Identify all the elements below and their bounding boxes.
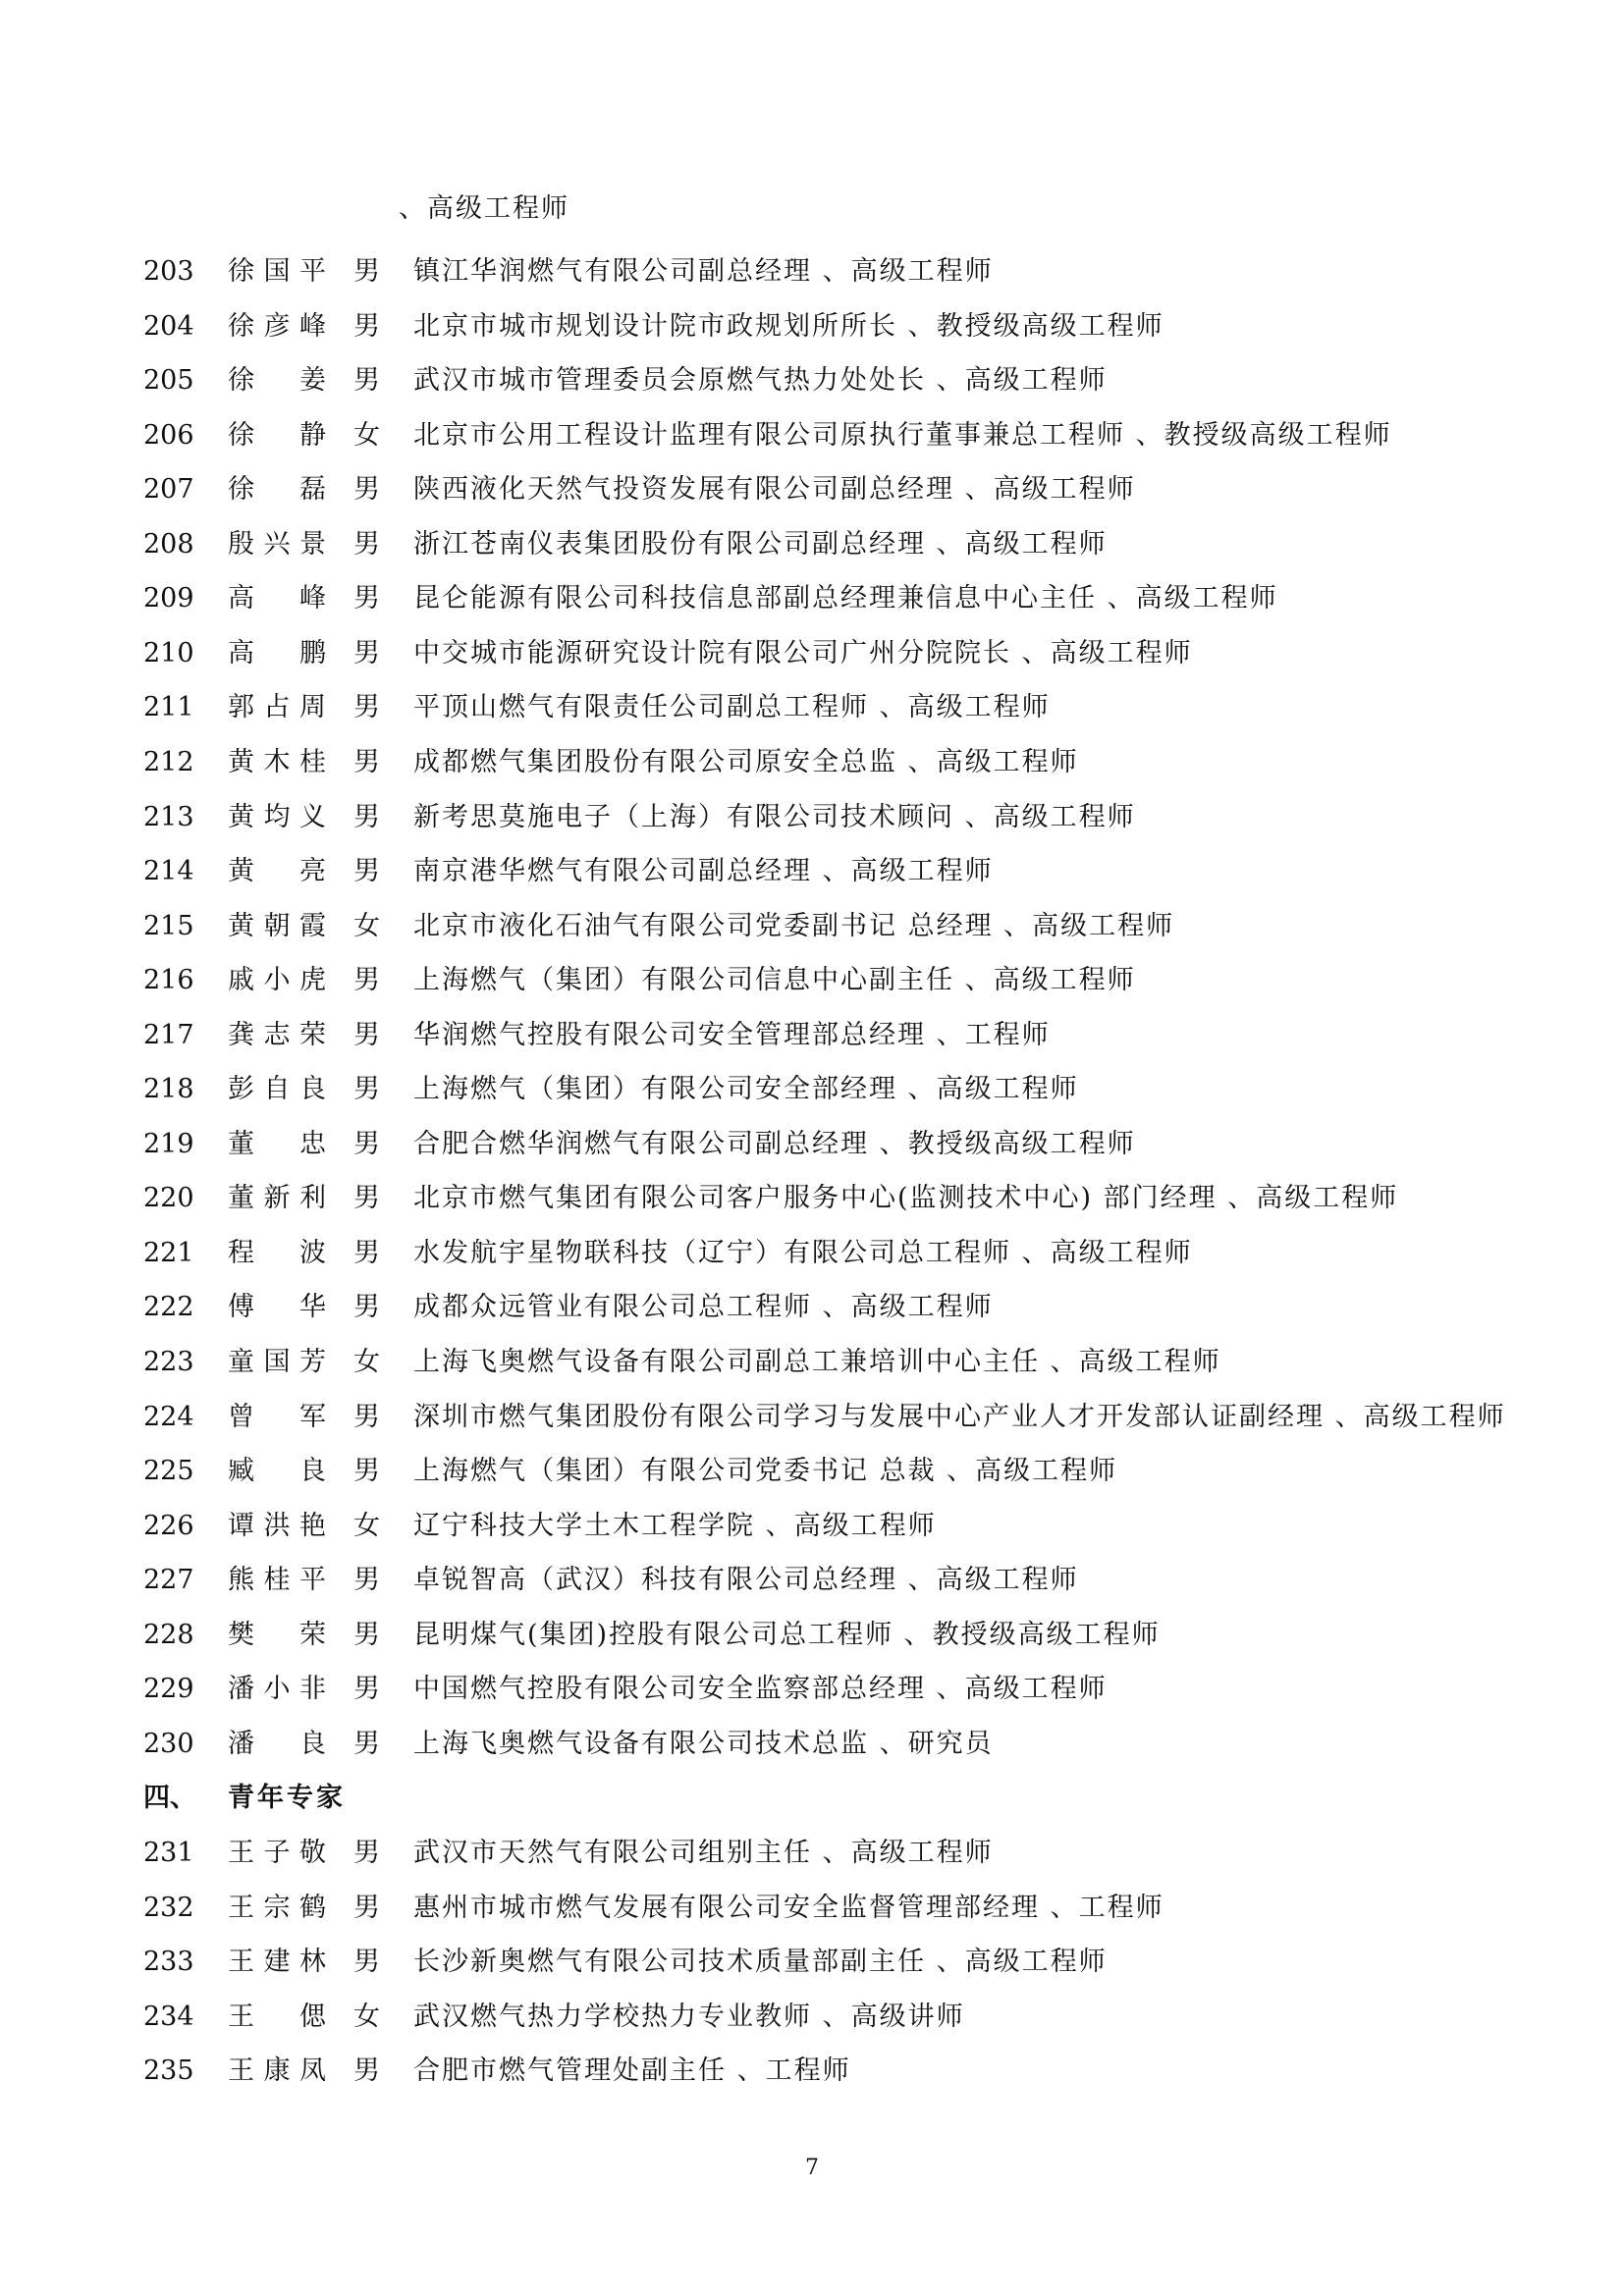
name-char: 程 (228, 1237, 254, 1268)
entry-gender: 男 (353, 583, 380, 614)
entry-gender: 男 (353, 1892, 380, 1923)
name-char: 自 (263, 1074, 291, 1105)
entry-name (228, 579, 326, 618)
entry-name (228, 1452, 326, 1491)
entry-number: 227 (143, 1565, 194, 1596)
entry-gender: 男 (353, 746, 380, 777)
name-char: 景 (299, 528, 326, 560)
name-char: 义 (299, 801, 326, 832)
name-char: 黄 (228, 910, 254, 941)
name-char: 姜 (299, 365, 326, 397)
entry-number: 217 (143, 1019, 194, 1050)
name-char: 非 (299, 1674, 326, 1705)
entry-description: 武汉市天然气有限公司组别主任 、高级工程师 (413, 1837, 994, 1868)
entry-description: 辽宁科技大学土木工程学院 、高级工程师 (413, 1510, 937, 1541)
name-char: 利 (299, 1183, 326, 1214)
name-char: 潘 (228, 1674, 254, 1705)
entry-name (228, 1725, 326, 1764)
entry-name (228, 416, 326, 455)
entry-gender: 女 (353, 910, 380, 941)
entry-gender: 男 (353, 1128, 380, 1159)
entry-number: 235 (143, 2056, 194, 2087)
name-char: 敬 (299, 1837, 326, 1868)
name-char: 国 (263, 1347, 291, 1377)
entry-gender: 男 (353, 1401, 380, 1432)
name-char: 良 (299, 1456, 326, 1487)
entry-gender: 男 (353, 256, 380, 287)
entry-description: 新考思莫施电子（上海）有限公司技术顾问 、高级工程师 (413, 801, 1136, 832)
name-char: 艳 (299, 1510, 326, 1541)
entry-name (228, 1889, 326, 1928)
name-char: 鹏 (299, 637, 326, 668)
name-char: 朝 (263, 910, 291, 941)
entry-description: 浙江苍南仪表集团股份有限公司副总经理 、高级工程师 (413, 528, 1108, 560)
entry-number: 206 (143, 419, 194, 451)
name-char: 宗 (263, 1892, 291, 1923)
name-char: 童 (228, 1347, 254, 1377)
entry-number: 215 (143, 910, 194, 941)
entry-description: 南京港华燃气有限公司副总经理 、高级工程师 (413, 856, 994, 887)
entry-name (228, 1016, 326, 1055)
name-char: 霞 (299, 910, 326, 941)
entry-name (228, 525, 326, 564)
name-char: 偲 (299, 2001, 326, 2032)
entry-name (228, 907, 326, 946)
name-char: 樊 (228, 1619, 254, 1650)
entry-gender: 女 (353, 1510, 380, 1541)
name-char: 亮 (299, 856, 326, 887)
name-char: 徐 (228, 474, 254, 506)
name-char: 木 (263, 746, 291, 777)
entry-number: 218 (143, 1074, 194, 1105)
entry-description: 北京市液化石油气有限公司党委副书记 总经理 、高级工程师 (413, 910, 1175, 941)
entry-gender: 女 (353, 419, 380, 451)
name-char: 良 (299, 1074, 326, 1105)
entry-number: 219 (143, 1128, 194, 1159)
name-char: 龚 (228, 1019, 254, 1050)
name-char: 新 (263, 1183, 291, 1214)
entry-gender: 男 (353, 310, 380, 342)
name-char: 静 (299, 419, 326, 451)
entry-description: 合肥合燃华润燃气有限公司副总经理 、教授级高级工程师 (413, 1128, 1136, 1159)
name-char: 戚 (228, 965, 254, 996)
entry-number: 225 (143, 1456, 194, 1487)
entry-number: 226 (143, 1510, 194, 1541)
name-char: 黄 (228, 856, 254, 887)
entry-description: 成都众远管业有限公司总工程师 、高级工程师 (413, 1292, 994, 1323)
name-char: 徐 (228, 365, 254, 397)
name-char: 臧 (228, 1456, 254, 1487)
name-char: 曾 (228, 1401, 254, 1432)
name-char: 谭 (228, 1510, 254, 1541)
name-char: 子 (263, 1837, 291, 1868)
name-char: 占 (263, 692, 291, 723)
entry-number: 233 (143, 1947, 194, 1978)
section-number: 四、 (143, 1783, 196, 1814)
name-char: 徐 (228, 419, 254, 451)
name-char: 傅 (228, 1292, 254, 1323)
name-char: 王 (228, 2056, 254, 2087)
name-char: 高 (228, 583, 254, 614)
entry-description: 北京市城市规划设计院市政规划所所长 、教授级高级工程师 (413, 310, 1164, 342)
entry-number: 207 (143, 474, 194, 506)
entry-gender: 男 (353, 856, 380, 887)
entry-gender: 男 (353, 692, 380, 723)
entry-gender: 男 (353, 1728, 380, 1759)
name-char: 平 (299, 1565, 326, 1596)
entry-gender: 男 (353, 2056, 380, 2087)
entry-description: 陕西液化天然气投资发展有限公司副总经理 、高级工程师 (413, 474, 1136, 506)
entry-number: 205 (143, 365, 194, 397)
name-char: 郭 (228, 692, 254, 723)
entry-description: 昆明煤气(集团)控股有限公司总工程师 、教授级高级工程师 (413, 1619, 1161, 1650)
entry-number: 228 (143, 1619, 194, 1650)
entry-number: 230 (143, 1728, 194, 1759)
name-char: 鹤 (299, 1892, 326, 1923)
entry-description: 深圳市燃气集团股份有限公司学习与发展中心产业人才开发部认证副经理 、高级工程师 (413, 1401, 1506, 1432)
entry-name (228, 743, 326, 782)
name-char: 国 (263, 256, 291, 287)
entry-name (228, 688, 326, 727)
entry-description: 成都燃气集团股份有限公司原安全总监 、高级工程师 (413, 746, 1079, 777)
name-char: 峰 (299, 310, 326, 342)
entry-number: 208 (143, 528, 194, 560)
entry-name (228, 961, 326, 1000)
entry-name (228, 1670, 326, 1709)
name-char: 荣 (299, 1619, 326, 1650)
name-char: 熊 (228, 1565, 254, 1596)
name-char: 峰 (299, 583, 326, 614)
entry-number: 209 (143, 583, 194, 614)
name-char: 良 (299, 1728, 326, 1759)
name-char: 忠 (299, 1128, 326, 1159)
entry-gender: 男 (353, 1565, 380, 1596)
entry-description: 华润燃气控股有限公司安全管理部总经理 、工程师 (413, 1019, 1051, 1050)
name-char: 磊 (299, 474, 326, 506)
name-char: 王 (228, 2001, 254, 2032)
name-char: 凤 (299, 2056, 326, 2087)
entry-number: 222 (143, 1292, 194, 1323)
entry-name (228, 1179, 326, 1218)
name-char: 桂 (263, 1565, 291, 1596)
entry-description: 武汉燃气热力学校热力专业教师 、高级讲师 (413, 2001, 965, 2032)
entry-name (228, 1234, 326, 1273)
entry-number: 231 (143, 1837, 194, 1868)
name-char: 建 (263, 1947, 291, 1978)
entry-gender: 男 (353, 801, 380, 832)
entry-number: 224 (143, 1401, 194, 1432)
entry-name (228, 1616, 326, 1655)
entry-description: 合肥市燃气管理处副主任 、工程师 (413, 2056, 851, 2087)
entry-gender: 男 (353, 1674, 380, 1705)
entry-gender: 男 (353, 365, 380, 397)
entry-description: 上海燃气（集团）有限公司安全部经理 、高级工程师 (413, 1074, 1079, 1105)
entry-gender: 男 (353, 1292, 380, 1323)
entry-number: 221 (143, 1237, 194, 1268)
entry-name (228, 1288, 326, 1327)
entry-number: 203 (143, 256, 194, 287)
entry-description: 昆仑能源有限公司科技信息部副总经理兼信息中心主任 、高级工程师 (413, 583, 1278, 614)
name-char: 周 (299, 692, 326, 723)
name-char: 洪 (263, 1510, 291, 1541)
entry-gender: 男 (353, 1619, 380, 1650)
name-char: 徐 (228, 256, 254, 287)
name-char: 黄 (228, 801, 254, 832)
entry-name (228, 361, 326, 400)
entry-gender: 男 (353, 1074, 380, 1105)
name-char: 小 (263, 965, 291, 996)
name-char: 黄 (228, 746, 254, 777)
entry-gender: 男 (353, 1456, 380, 1487)
entry-name (228, 1561, 326, 1600)
entry-name (228, 1943, 326, 1982)
entry-gender: 女 (353, 2001, 380, 2032)
name-char: 小 (263, 1674, 291, 1705)
entry-name (228, 470, 326, 509)
name-char: 王 (228, 1947, 254, 1978)
entry-number: 213 (143, 801, 194, 832)
entry-number: 210 (143, 637, 194, 668)
name-char: 荣 (299, 1019, 326, 1050)
entry-name (228, 307, 326, 347)
name-char: 康 (263, 2056, 291, 2087)
entry-gender: 男 (353, 1183, 380, 1214)
section-title: 青年专家 (228, 1783, 346, 1814)
name-char: 志 (263, 1019, 291, 1050)
entry-gender: 女 (353, 1347, 380, 1377)
entry-name (228, 852, 326, 891)
name-char: 均 (263, 801, 291, 832)
name-char: 林 (299, 1947, 326, 1978)
entry-gender: 男 (353, 1837, 380, 1868)
name-char: 平 (299, 256, 326, 287)
entry-number: 216 (143, 965, 194, 996)
entry-description: 中交城市能源研究设计院有限公司广州分院院长 、高级工程师 (413, 637, 1193, 668)
entry-description: 北京市燃气集团有限公司客户服务中心(监测技术中心) 部门经理 、高级工程师 (413, 1183, 1399, 1214)
entry-name (228, 1343, 326, 1382)
page-number: 7 (805, 2156, 819, 2180)
continuation-line: 、高级工程师 (399, 193, 569, 224)
entry-number: 204 (143, 310, 194, 342)
entry-name (228, 1998, 326, 2037)
entry-name (228, 252, 326, 292)
entry-description: 平顶山燃气有限责任公司副总工程师 、高级工程师 (413, 692, 1051, 723)
entry-name (228, 2052, 326, 2091)
entry-gender: 男 (353, 1947, 380, 1978)
name-char: 董 (228, 1183, 254, 1214)
entry-number: 232 (143, 1892, 194, 1923)
name-char: 军 (299, 1401, 326, 1432)
entry-description: 北京市公用工程设计监理有限公司原执行董事兼总工程师 、教授级高级工程师 (413, 419, 1392, 451)
name-char: 徐 (228, 310, 254, 342)
entry-description: 上海燃气（集团）有限公司党委书记 总裁 、高级工程师 (413, 1456, 1118, 1487)
name-char: 彭 (228, 1074, 254, 1105)
entry-number: 214 (143, 856, 194, 887)
entry-gender: 男 (353, 637, 380, 668)
entry-number: 234 (143, 2001, 194, 2032)
name-char: 彦 (263, 310, 291, 342)
name-char: 殷 (228, 528, 254, 560)
entry-name (228, 1070, 326, 1109)
entry-gender: 男 (353, 528, 380, 560)
name-char: 波 (299, 1237, 326, 1268)
entry-number: 220 (143, 1183, 194, 1214)
entry-description: 水发航宇星物联科技（辽宁）有限公司总工程师 、高级工程师 (413, 1237, 1193, 1268)
name-char: 潘 (228, 1728, 254, 1759)
entry-description: 卓锐智高（武汉）科技有限公司总经理 、高级工程师 (413, 1565, 1079, 1596)
entry-description: 武汉市城市管理委员会原燃气热力处处长 、高级工程师 (413, 365, 1108, 397)
entry-description: 惠州市城市燃气发展有限公司安全监督管理部经理 、工程师 (413, 1892, 1164, 1923)
entry-gender: 男 (353, 474, 380, 506)
name-char: 王 (228, 1892, 254, 1923)
entry-description: 上海飞奥燃气设备有限公司技术总监 、研究员 (413, 1728, 994, 1759)
entry-number: 212 (143, 746, 194, 777)
name-char: 芳 (299, 1347, 326, 1377)
entry-name (228, 1507, 326, 1546)
name-char: 董 (228, 1128, 254, 1159)
entry-name (228, 634, 326, 673)
entry-name (228, 798, 326, 837)
name-char: 王 (228, 1837, 254, 1868)
name-char: 桂 (299, 746, 326, 777)
entry-description: 中国燃气控股有限公司安全监察部总经理 、高级工程师 (413, 1674, 1108, 1705)
name-char: 兴 (263, 528, 291, 560)
entry-name (228, 1398, 326, 1437)
entry-description: 镇江华润燃气有限公司副总经理 、高级工程师 (413, 256, 994, 287)
entry-number: 229 (143, 1674, 194, 1705)
name-char: 高 (228, 637, 254, 668)
entry-gender: 男 (353, 1019, 380, 1050)
entry-gender: 男 (353, 965, 380, 996)
entry-description: 上海飞奥燃气设备有限公司副总工兼培训中心主任 、高级工程师 (413, 1347, 1221, 1377)
entry-description: 长沙新奥燃气有限公司技术质量部副主任 、高级工程师 (413, 1947, 1108, 1978)
entry-number: 211 (143, 692, 194, 723)
entry-name (228, 1125, 326, 1164)
name-char: 华 (299, 1292, 326, 1323)
entry-gender: 男 (353, 1237, 380, 1268)
entry-description: 上海燃气（集团）有限公司信息中心副主任 、高级工程师 (413, 965, 1136, 996)
entry-number: 223 (143, 1347, 194, 1377)
entry-name (228, 1834, 326, 1873)
name-char: 虎 (299, 965, 326, 996)
